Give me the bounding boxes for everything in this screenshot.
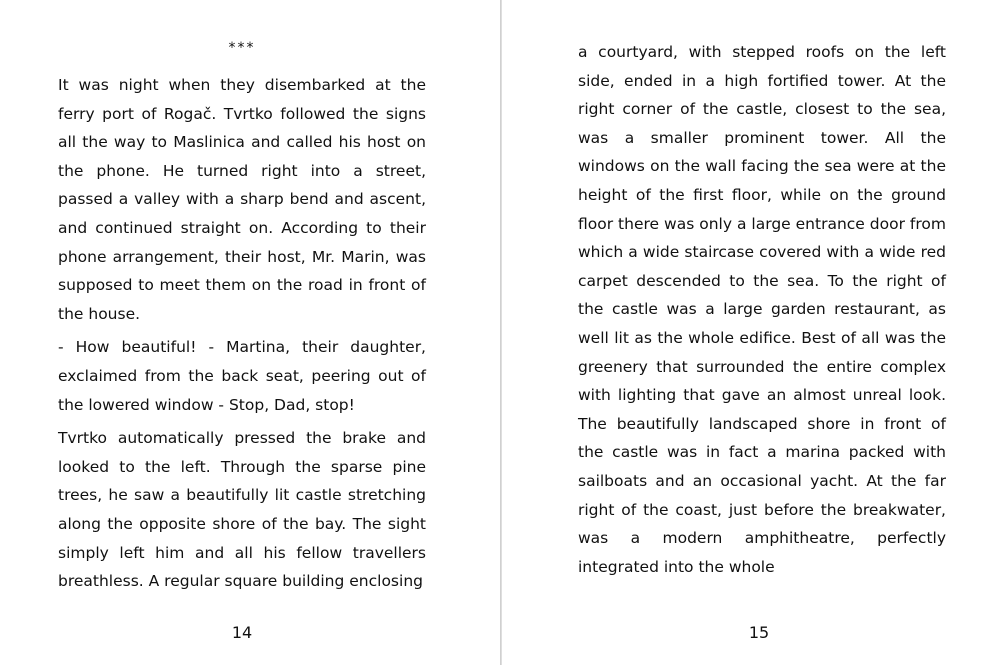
section-break: *** bbox=[228, 40, 256, 56]
right-page-text bbox=[578, 38, 946, 581]
paragraph: It was night when they disembarked at the ferry port of Rogač. Tvrtko followed the signs all the way to Maslinica and called his host on the phone. He turned right into a street, passed a valley with a sharp bend and ascent, and continued straight on. According to their phone arrangement, their host, Mr. Marin, was supposed to meet them on the road in front of the house. bbox=[58, 76, 426, 323]
page-number-right: 15 bbox=[748, 623, 770, 642]
paragraph: a courtyard, with stepped roofs on the left side, ended in a high fortified tower. At the right corner of the castle, closest to the sea, was a smaller prominent tower. All the windows on the wall facing the sea were at the height of the first floor, while on the ground floor there was only a large entrance door from which a wide staircase covered with a wide red carpet descended to the sea. To the right of the castle was a large garden restaurant, as well lit as the whole edifice. Best of all was the greenery that surrounded the entire complex with lighting that gave an almost unreal look. The beautifully landscaped shore in front of the castle was in fact a marina packed with sailboats and an occasional yacht. At the far right of the coast, just before the breakwater, was a modern amphitheatre, perfectly integrated into the whole bbox=[578, 43, 946, 576]
left-page-text bbox=[58, 71, 426, 596]
paragraph: - How beautiful! - Martina, their daughter, exclaimed from the back seat, peering out of the lowered window - Stop, Dad, stop! bbox=[58, 338, 426, 414]
paragraph: Tvrtko automatically pressed the brake and looked to the left. Through the sparse pine trees, he saw a beautifully lit castle stretching along the opposite shore of the bay. The sight simply left him and all his fellow travellers breathless. A regular square building enclosing bbox=[58, 429, 426, 591]
right-page bbox=[502, 0, 1000, 665]
page-number-left: 14 bbox=[231, 623, 253, 642]
